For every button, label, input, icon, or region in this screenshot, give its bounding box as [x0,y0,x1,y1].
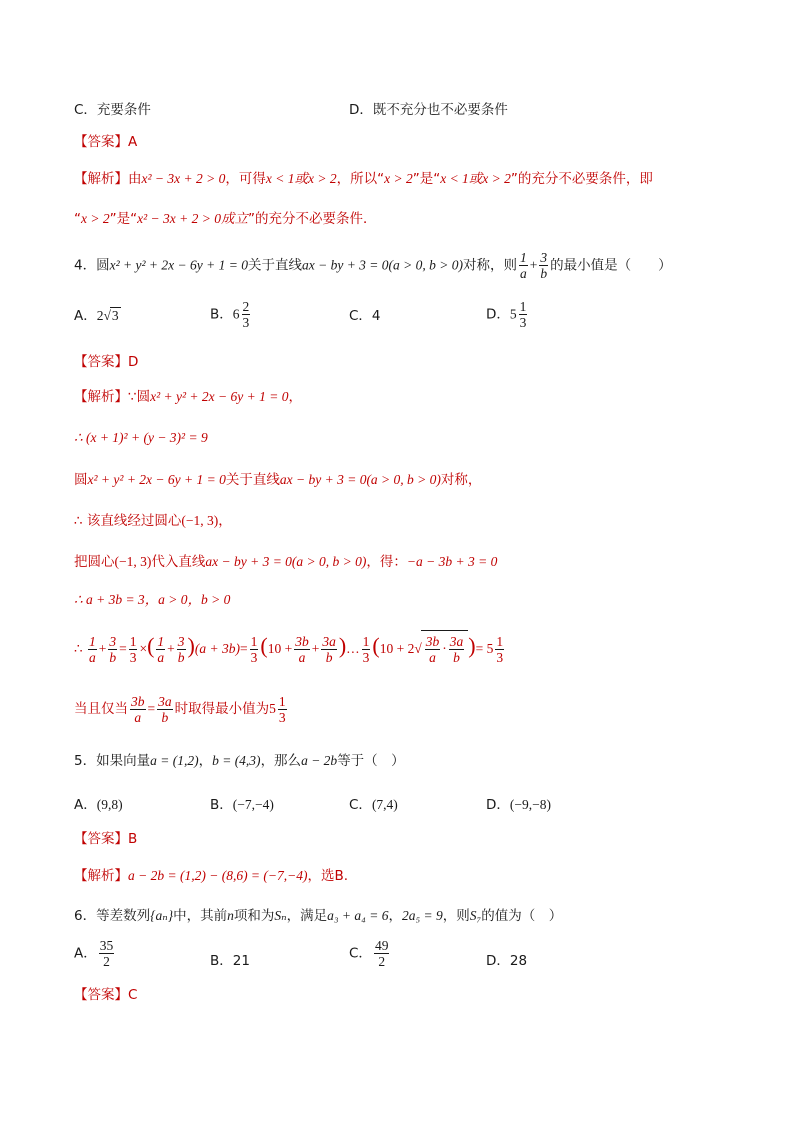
fraction-1-over-a: $\frac{1}{a}$ [520,250,527,281]
q5-analysis [74,866,348,886]
math-condition: a₃ + a₄ = 6 [327,908,389,923]
fraction-3-over-b: $\frac{3}{b}$ [540,250,548,281]
text: 代入直线 [151,554,206,570]
math-condition: x < 1或x > 2 [265,171,337,186]
q4-option-c: C．4 [349,308,381,324]
text: 当且仅当 [74,701,128,717]
q3-option-c: C．充要条件 [74,102,151,118]
analysis-label: 【解析】 [74,868,128,884]
text: 中，其前 [173,908,228,924]
radicand: 3 [111,308,119,323]
text: 的最小值是（ ） [550,257,672,274]
analysis-label: 【解析】 [74,171,128,187]
q4-option-d [486,299,529,330]
text: ∵圆 [128,389,151,405]
text: ∴ 该直线经过圆心 [74,513,182,529]
q4-analysis-step6 [74,590,230,610]
analysis-label: 【解析】 [74,389,128,405]
text: 圆 [74,472,88,488]
mixed-whole: 5 [509,306,517,322]
text: 由 [128,171,142,187]
text: 的值为（ ） [481,908,563,924]
text: “ [74,211,81,227]
answer-label: 【答案】 [74,354,128,370]
q6-option-a [74,938,116,969]
text: 关于直线 [225,472,280,488]
answer-label: 【答案】 [74,987,128,1003]
text: 时取得最小值为 [174,701,270,717]
answer-value: B [128,831,138,847]
math-condition: x > 2 [81,211,110,226]
option-letter: D． [486,797,510,813]
text: ”的充分不必要条件． [247,211,377,227]
math-calculation: a − 2b = (1,2) − (8,6) = (−7,−4) [128,868,308,883]
math-condition: x < 1或x > 2 [440,171,511,186]
text: ， [198,753,213,769]
q3-analysis-line2 [74,209,376,229]
text: ， [218,513,232,529]
q4-analysis-step2: ∴ (x + 1)² + (y − 3)² = 9 [74,430,208,445]
option-value: (−9,−8) [509,797,551,812]
answer-value: C [128,987,138,1003]
text: ，则 [442,908,470,924]
option-letter: A． [74,797,97,813]
math-line-equation: ax − by + 3 = 0(a > 0, b > 0) [205,554,367,569]
answer-label: 【答案】 [74,134,128,150]
math-vector: b = (4,3) [212,753,261,768]
option-letter: B． [210,306,233,323]
option-fraction: $\frac{35}{2}$ [99,938,114,969]
option-letter: C． [349,945,372,962]
q6-option-d: D．28 [486,953,528,969]
text: ，所以“ [336,171,385,187]
math-condition: ，a > 0 [144,592,188,607]
q4-stem: 4．圆x² + y² + 2x − 6y + 1 = 0关于直线ax − by + 3 = 0(a > 0, b > 0)对称，则 $\frac{1}{a}$ + $\frac{3}{b}$ 的最小值是（ ） [74,250,672,281]
q4-answer [74,352,138,372]
option-value: 2 [96,308,104,323]
option-value: (7,4) [371,797,398,812]
math-point: (−1, 3) [114,554,152,569]
q6-option-b: B．21 [210,953,250,969]
option-value: (9,8) [96,797,123,812]
option-letter: A． [74,308,97,324]
option-value: (−7,−4) [232,797,274,812]
q5-answer [74,829,137,849]
text: 对称，则 [463,257,517,274]
math-condition: 2a₅ = 9 [401,908,443,923]
q3-analysis-line1 [74,169,653,189]
math-condition: ，b > 0 [187,592,231,607]
mixed-whole: 5 [269,701,276,716]
text: ”是“ [109,211,138,227]
q4-analysis-step4 [74,511,232,531]
text: 项和为 [233,908,275,924]
q5-option-c [349,793,398,813]
text: ，可得 [225,171,266,187]
option-letter: B． [210,797,233,813]
text: 6．等差数列 [74,908,151,924]
math-variable: S₇ [469,908,482,923]
text: 5．如果向量 [74,753,151,769]
q4-option-a: A．2√3 [74,308,119,324]
mixed-fraction: $\frac{1}{3}$ [519,299,527,330]
q4-analysis-step3 [74,470,481,490]
mixed-whole: 6 [232,306,240,322]
q3-answer [74,132,137,152]
q6-answer [74,985,137,1005]
math-circle-equation: x² + y² + 2x − 6y + 1 = 0 [109,257,248,273]
text: ，满足 [286,908,328,924]
math-line-equation: ax − by + 3 = 0(a > 0, b > 0) [279,472,441,487]
q6-option-c [349,938,391,969]
math-circle-equation: x² + y² + 2x − 6y + 1 = 0 [87,472,226,487]
text: 等于（ ） [337,753,405,769]
q5-option-d [486,793,551,813]
q4-option-b [210,299,252,330]
q5-option-b [210,793,274,813]
answer-value: A [128,134,138,150]
option-letter: D． [486,306,510,323]
math-vector: a = (1,2) [150,753,199,768]
math-equation: −a − 3b + 3 = 0 [406,554,498,569]
math-point: (−1, 3) [181,513,219,528]
math-line-equation: ax − by + 3 = 0(a > 0, b > 0) [301,257,463,273]
q6-stem [74,906,562,926]
text: ， [288,389,302,405]
text: ”是“ [412,171,441,187]
text: 对称， [440,472,482,488]
text: 关于直线 [247,257,302,274]
text: ”的充分不必要条件，即 [510,171,653,187]
answer-label: 【答案】 [74,831,128,847]
option-fraction: $\frac{49}{2}$ [374,938,389,969]
math-equation: ∴ a + 3b = 3 [74,592,145,607]
math-inequality: x² − 3x + 2 > 0 [141,171,226,186]
q4-analysis-equality: 当且仅当 $\frac{3b}{a}$ = $\frac{3a}{b}$ 时取得最小值为5 $\frac{1}{3}$ [74,693,286,725]
q4-analysis-step5 [74,552,497,572]
mixed-fraction: $\frac{2}{3}$ [242,299,250,330]
math-variable: Sₙ [274,908,287,923]
math-condition: x > 2 [384,171,413,186]
option-letter: C． [349,797,372,813]
answer-value: D [128,354,139,370]
text: ， [388,908,402,924]
text: ，选B. [307,868,349,884]
option-letter: A． [74,945,97,962]
q4-analysis-step1 [74,387,302,407]
text: 把圆心 [74,554,115,570]
q4-analysis-inequality: ∴ $\frac{1}{a}$ + $\frac{3}{b}$ = $\frac{1}{3}$ ×( $\frac{1}{a}$ + $\frac{3}{b}$ )(a + 3b)= $\frac{1}{3}$ (10 + $\frac{3b}{a}$ + $\frac{3a}{b}$ )… $\frac{1}{3}$ (10 + 2√ $\frac{3b}{a}$ · $\frac{3a}{b}$ )= 5 $\frac{1}{3}$ [74,628,506,667]
q3-option-d: D．既不充分也不必要条件 [349,102,508,118]
math-sequence: {aₙ} [150,908,174,923]
q5-option-a [74,793,123,813]
text: 4．圆 [74,257,110,274]
math-circle-equation: x² + y² + 2x − 6y + 1 = 0 [150,389,289,404]
math-variable: n [227,908,234,923]
text: ，那么 [260,753,302,769]
math-inequality: x² − 3x + 2 > 0成立 [137,211,248,226]
text: ，得： [366,554,407,570]
math-expression: a − 2b [301,753,338,768]
q5-stem [74,751,405,771]
